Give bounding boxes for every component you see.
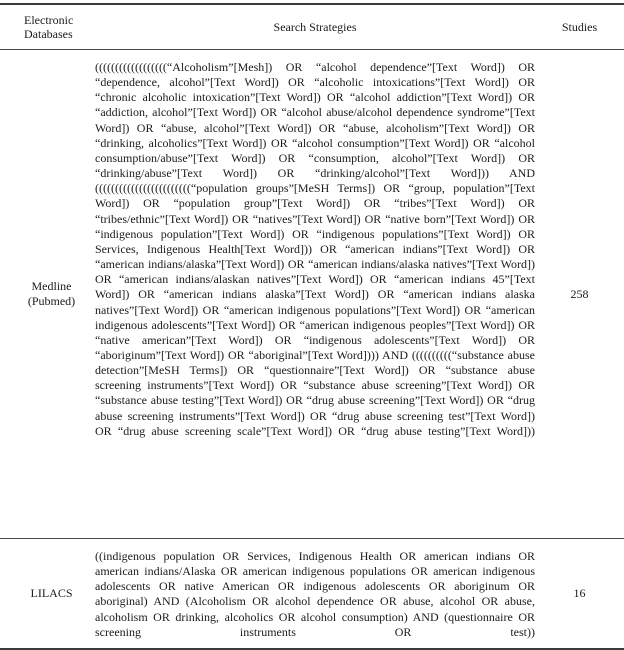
search-strategy-text-lilacs: ((indigenous population OR Services, Indigenous Health OR american indians OR american indians/Alaska OR american indigenous populations OR american indigenous adolescents OR native American OR indigenous adolescents OR aboriginum OR aboriginal) AND (Alcoholism OR alcohol dependence OR abuse, alcohol OR abuse, alcoholism OR drinking, alcoholics OR alcohol consumption) AND (questionnaire OR screening instruments OR test)) [95, 549, 535, 639]
studies-count-lilacs: 16 [573, 585, 586, 600]
table-row-medline [0, 50, 624, 538]
table-header-row [0, 5, 624, 49]
header-cell-electronic-databases: Electronic Databases [24, 12, 74, 41]
table-row-lilacs [0, 539, 624, 648]
studies-count-medline: 258 [570, 286, 589, 301]
header-cell-studies: Studies [561, 19, 598, 34]
header-cell-search-strategies: Search Strategies [273, 19, 357, 34]
search-strategy-text-medline: ((((((((((((((((((“Alcoholism”[Mesh]) OR “alcohol dependence”[Text Word]) OR “dependence, alcohol”[Text Word]) OR “alcoholic intoxications”[Text Word]) OR “chronic alcoholic intoxication”[Text Word]) OR “alcohol addiction”[Text Word]) OR “addiction, alcohol”[Text Word]) OR “alcohol abuse/alcohol dependence syndrome”[Text Word]) OR “abuse, alcohol”[Text Word]) OR “abuse, alcoholism”[Text Word]) OR “drinking, alcoholics”[Text Word]) OR “alcohol consumption”[Text Word]) OR “alcohol consumption/abuse”[Text Word]) OR “consumption, alcohol”[Text Word]) OR “drinking/abuse”[Text Word]) OR “drinking/alcohol”[Text Word])) AND ((((((((((((((((((((((((“population groups”[MeSH Terms]) OR “group, population”[Text Word]) OR “population group”[Text Word]) OR “tribes”[Text Word]) OR “tribes/ethnic”[Text Word]) OR “natives”[Text Word]) OR “native born”[Text Word]) OR “indigenous population”[Text Word]) OR “indigenous populations”[Text Word]) OR Services, Indigenous Health[Text Word])) OR “american indians”[Text Word]) OR “american indians/alaska”[Text Word]) OR “american indians/alaska natives”[Text Word]) OR “american indians/alaskan natives”[Text Word]) OR “american indians 45”[Text Word]) OR “american indians alaska”[Text Word]) OR “american indians alaska natives”[Text Word]) OR “american indigenous populations”[Text Word]) OR “american indigenous adolescents”[Text Word]) OR “american indigenous peoples”[Text Word]) OR “native american”[Text Word]) OR “indigenous adolescents”[Text Word]) OR “aboriginum”[Text Word]) OR “aboriginal”[Text Word]))) AND ((((((((((“substance abuse detection”[MeSH Terms]) OR “questionnaire”[Text Word]) OR “substance abuse screening instruments”[Text Word]) OR “substance abuse screening”[Text Word]) OR “substance abuse testing”[Text Word]) OR “drug abuse screening”[Text Word]) OR “drug abuse screening instruments”[Text Word]) OR “drug abuse screening test”[Text Word]) OR “drug abuse screening scale”[Text Word]) OR “drug abuse testing”[Text Word])) [95, 60, 535, 438]
database-name-lilacs: LILACS [30, 585, 73, 600]
database-name-medline: Medline (Pubmed) [27, 279, 76, 308]
